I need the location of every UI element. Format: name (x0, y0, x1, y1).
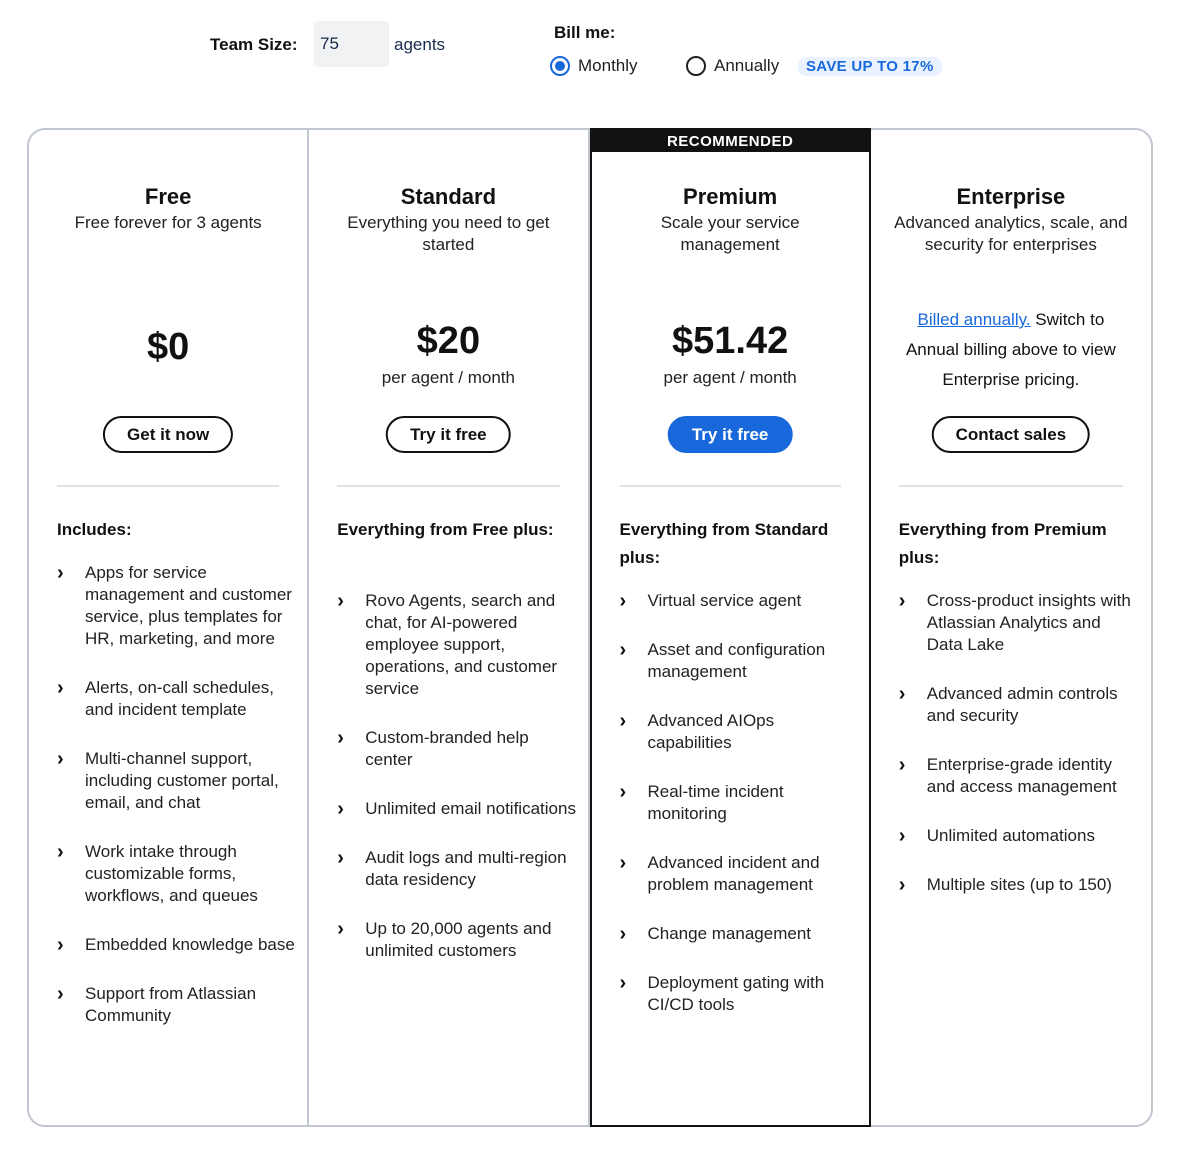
feature-item (57, 934, 297, 956)
plan-subtitle: Everything you need to get started (347, 213, 550, 254)
enterprise-pricing-note (891, 305, 1131, 395)
includes-heading: Everything from Standard plus: (619, 520, 829, 567)
plan-subtitle: Advanced analytics, scale, and security for enterprises (894, 213, 1128, 254)
feature-item (620, 852, 859, 896)
radio-monthly-label: Monthly (578, 56, 638, 75)
feature-text: Deployment gating with CI/CD tools (647, 973, 825, 1014)
radio-annually-label: Annually (714, 56, 780, 75)
team-size-unit: agents (394, 35, 446, 54)
feature-item (620, 781, 859, 825)
feature-list (899, 590, 1141, 923)
feature-item (899, 825, 1141, 847)
chevron-right-icon: › (898, 874, 906, 896)
feature-item (620, 710, 859, 754)
feature-text: Support from Atlassian Community (85, 984, 257, 1025)
feature-text: Advanced AIOps capabilities (647, 711, 775, 752)
feature-text: Embedded knowledge base (85, 935, 295, 954)
feature-text: Work intake through customizable forms, workflows, and queues (85, 842, 258, 905)
divider (57, 485, 279, 487)
plan-price: $0 (146, 326, 190, 368)
feature-text: Rovo Agents, search and chat, for AI-powered employee support, operations, and customer service (365, 591, 558, 698)
feature-list (337, 590, 577, 989)
save-badge: SAVE UP TO 17% (798, 57, 942, 76)
chevron-right-icon: › (619, 710, 627, 732)
plan-standard (309, 130, 589, 1125)
feature-item (337, 918, 577, 962)
divider (337, 485, 559, 487)
chevron-right-icon: › (619, 972, 627, 994)
chevron-right-icon: › (57, 562, 64, 584)
plan-name: Free (144, 184, 192, 209)
plan-name: Standard (400, 184, 497, 209)
pricing-controls (0, 0, 1188, 120)
plan-name: Enterprise (956, 184, 1066, 209)
chevron-right-icon: › (57, 983, 64, 1005)
radio-unselected-icon[interactable] (686, 56, 706, 76)
chevron-right-icon: › (337, 918, 344, 940)
feature-text: Advanced admin controls and security (926, 684, 1118, 725)
chevron-right-icon: › (898, 754, 906, 776)
bill-me-label: Bill me: (554, 23, 616, 42)
divider (620, 485, 841, 487)
plan-subtitle: Scale your service management (660, 213, 800, 254)
feature-item (899, 590, 1141, 656)
try-it-free-button[interactable]: Try it free (386, 416, 511, 453)
feature-text: Cross-product insights with Atlassian Analytics and Data Lake (926, 591, 1131, 654)
feature-text: Up to 20,000 agents and unlimited customers (365, 919, 552, 960)
plan-premium (590, 128, 871, 1127)
chevron-right-icon: › (619, 923, 627, 945)
includes-heading: Everything from Premium plus: (898, 520, 1107, 567)
price-unit: per agent / month (663, 368, 797, 387)
feature-text: Unlimited email notifications (365, 799, 576, 818)
feature-list (620, 590, 859, 1043)
feature-text: Real-time incident monitoring (647, 782, 784, 823)
feature-text: Audit logs and multi-region data residency (365, 848, 567, 889)
feature-text: Asset and configuration management (647, 640, 826, 681)
feature-text: Custom-branded help center (365, 728, 529, 769)
plan-name: Premium (683, 184, 778, 209)
price-unit: per agent / month (381, 368, 515, 387)
chevron-right-icon: › (619, 781, 627, 803)
feature-text: Advanced incident and problem management (647, 853, 820, 894)
feature-text: Enterprise-grade identity and access management (926, 755, 1117, 796)
feature-item (57, 983, 297, 1027)
contact-sales-button[interactable]: Contact sales (932, 416, 1091, 453)
chevron-right-icon: › (57, 748, 64, 770)
feature-text: Change management (647, 924, 812, 943)
feature-item (57, 748, 297, 814)
divider (899, 485, 1123, 487)
plan-free (29, 130, 309, 1125)
feature-text: Alerts, on-call schedules, and incident template (85, 678, 274, 719)
feature-item (337, 847, 577, 891)
chevron-right-icon: › (57, 934, 64, 956)
feature-text: Unlimited automations (926, 826, 1095, 845)
feature-list (57, 562, 297, 1054)
feature-item (337, 727, 577, 771)
chevron-right-icon: › (898, 683, 906, 705)
feature-item (899, 754, 1141, 798)
feature-item (620, 923, 859, 945)
team-size-label: Team Size: (210, 35, 298, 54)
feature-item (57, 677, 297, 721)
includes-heading: Includes: (57, 520, 132, 539)
feature-item (57, 562, 297, 650)
get-it-now-button[interactable]: Get it now (103, 416, 233, 453)
feature-item (620, 639, 859, 683)
chevron-right-icon: › (57, 841, 64, 863)
recommended-badge: RECOMMENDED (592, 130, 869, 152)
note-text: Switch to Annual billing above to view Enterprise pricing. (905, 310, 1116, 389)
chevron-right-icon: › (337, 727, 344, 749)
feature-item (620, 972, 859, 1016)
radio-monthly[interactable] (550, 56, 638, 76)
feature-item (337, 590, 577, 700)
chevron-right-icon: › (337, 847, 344, 869)
chevron-right-icon: › (57, 677, 64, 699)
plan-price: $20 (416, 320, 481, 362)
try-it-free-button[interactable]: Try it free (668, 416, 793, 453)
plan-enterprise (871, 130, 1151, 1125)
feature-item (899, 683, 1141, 727)
feature-item (899, 874, 1141, 896)
radio-selected-icon[interactable] (550, 56, 570, 76)
chevron-right-icon: › (898, 825, 906, 847)
chevron-right-icon: › (898, 590, 906, 612)
includes-heading: Everything from Free plus: (337, 520, 554, 539)
feature-text: Multiple sites (up to 150) (926, 875, 1112, 894)
chevron-right-icon: › (619, 852, 627, 874)
feature-text: Multi-channel support, including customer portal, email, and chat (85, 749, 279, 812)
feature-text: Virtual service agent (647, 591, 802, 610)
chevron-right-icon: › (337, 798, 344, 820)
radio-annually[interactable] (686, 56, 779, 76)
team-size-input[interactable] (314, 21, 389, 67)
chevron-right-icon: › (619, 590, 627, 612)
plan-subtitle: Free forever for 3 agents (74, 213, 262, 232)
chevron-right-icon: › (337, 590, 344, 612)
feature-item (620, 590, 859, 612)
billed-annually-link[interactable]: Billed annually. (917, 310, 1031, 329)
chevron-right-icon: › (619, 639, 627, 661)
plan-price: $51.42 (672, 320, 789, 362)
feature-text: Apps for service management and customer service, plus templates for HR, marketing, and more (85, 563, 292, 648)
feature-item (57, 841, 297, 907)
plans-grid (27, 128, 1153, 1127)
feature-item (337, 798, 577, 820)
